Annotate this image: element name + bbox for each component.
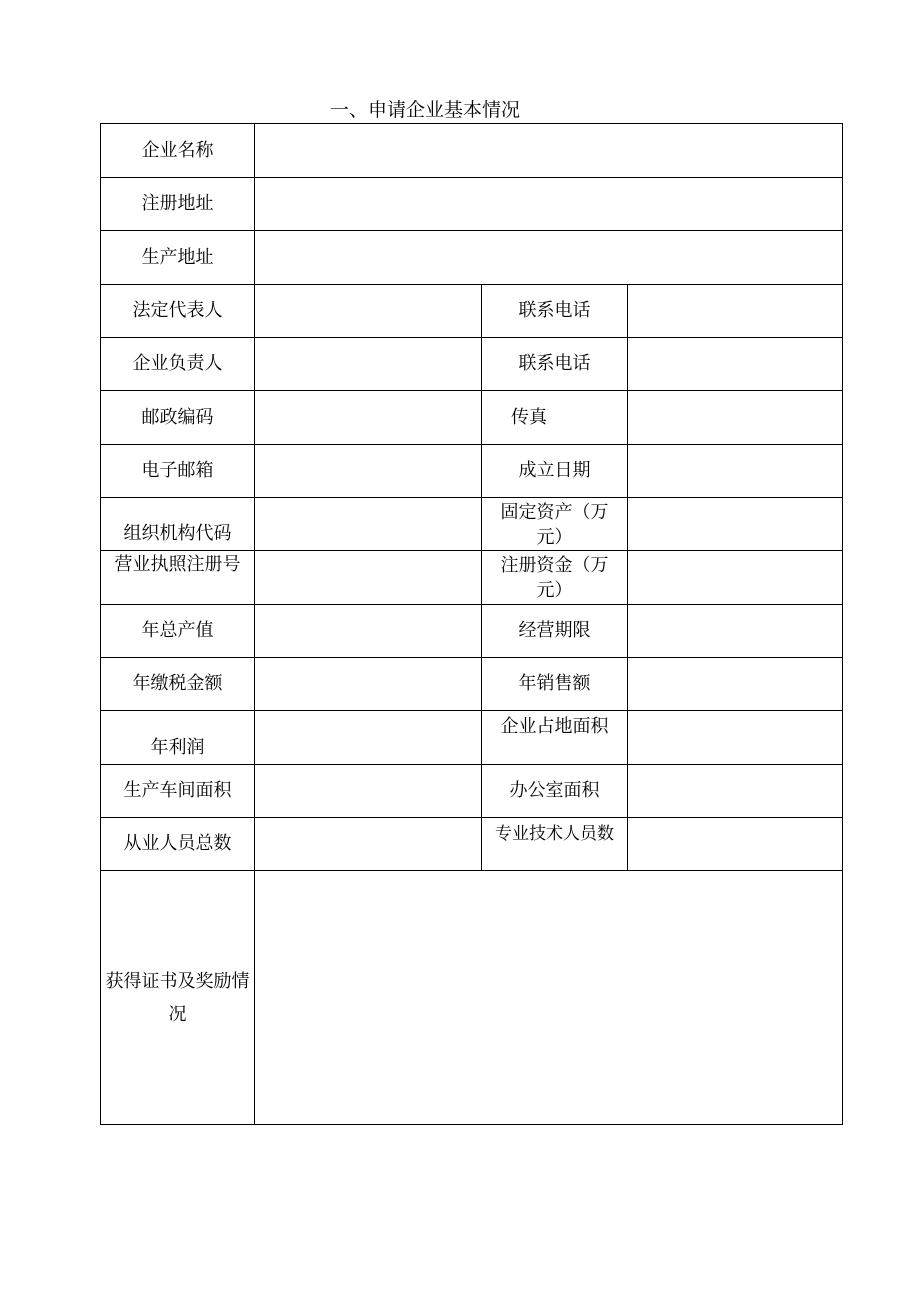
label-technical-staff: 专业技术人员数 [482,818,628,871]
label-office-area: 办公室面积 [482,765,628,818]
field-annual-sales[interactable] [628,658,843,711]
label-contact-phone-2: 联系电话 [482,338,628,391]
field-total-staff[interactable] [255,818,482,871]
field-business-license-no[interactable] [255,551,482,605]
label-fax: 传真 [482,391,628,445]
field-fixed-assets[interactable] [628,498,843,551]
label-business-term: 经营期限 [482,605,628,658]
label-workshop-area: 生产车间面积 [101,765,255,818]
field-certificates-awards[interactable] [255,871,843,1125]
field-registered-capital[interactable] [628,551,843,605]
field-email[interactable] [255,445,482,498]
field-production-address[interactable] [255,231,843,285]
label-land-area: 企业占地面积 [482,711,628,765]
label-certificates-awards: 获得证书及奖励情况 [105,970,250,1025]
field-company-head[interactable] [255,338,482,391]
label-annual-tax: 年缴税金额 [101,658,255,711]
label-company-head: 企业负责人 [101,338,255,391]
label-total-staff: 从业人员总数 [101,818,255,871]
field-office-area[interactable] [628,765,843,818]
label-email: 电子邮箱 [101,445,255,498]
label-contact-phone-1: 联系电话 [482,285,628,338]
label-company-name: 企业名称 [101,124,255,178]
label-org-code: 组织机构代码 [101,498,255,551]
company-info-table [100,123,843,1125]
label-certificates-awards-cell [101,871,255,1125]
label-annual-output: 年总产值 [101,605,255,658]
label-production-address: 生产地址 [101,231,255,285]
field-established-date[interactable] [628,445,843,498]
field-contact-phone-1[interactable] [628,285,843,338]
field-business-term[interactable] [628,605,843,658]
field-annual-output[interactable] [255,605,482,658]
field-technical-staff[interactable] [628,818,843,871]
label-annual-profit: 年利润 [101,711,255,765]
field-registered-address[interactable] [255,178,843,231]
field-postal-code[interactable] [255,391,482,445]
field-fax[interactable] [628,391,843,445]
label-business-license-no: 营业执照注册号 [101,551,255,605]
field-annual-profit[interactable] [255,711,482,765]
field-land-area[interactable] [628,711,843,765]
field-annual-tax[interactable] [255,658,482,711]
field-legal-rep[interactable] [255,285,482,338]
label-fixed-assets-cell [482,498,628,551]
label-postal-code: 邮政编码 [101,391,255,445]
form-title: 一、申请企业基本情况 [330,99,521,121]
label-legal-rep: 法定代表人 [101,285,255,338]
label-annual-sales: 年销售额 [482,658,628,711]
field-company-name[interactable] [255,124,843,178]
label-fixed-assets: 固定资产（万元） [500,502,609,548]
field-workshop-area[interactable] [255,765,482,818]
label-registered-address: 注册地址 [101,178,255,231]
label-registered-capital-cell [482,551,628,605]
field-org-code[interactable] [255,498,482,551]
label-established-date: 成立日期 [482,445,628,498]
field-contact-phone-2[interactable] [628,338,843,391]
label-registered-capital: 注册资金（万元） [500,555,609,601]
